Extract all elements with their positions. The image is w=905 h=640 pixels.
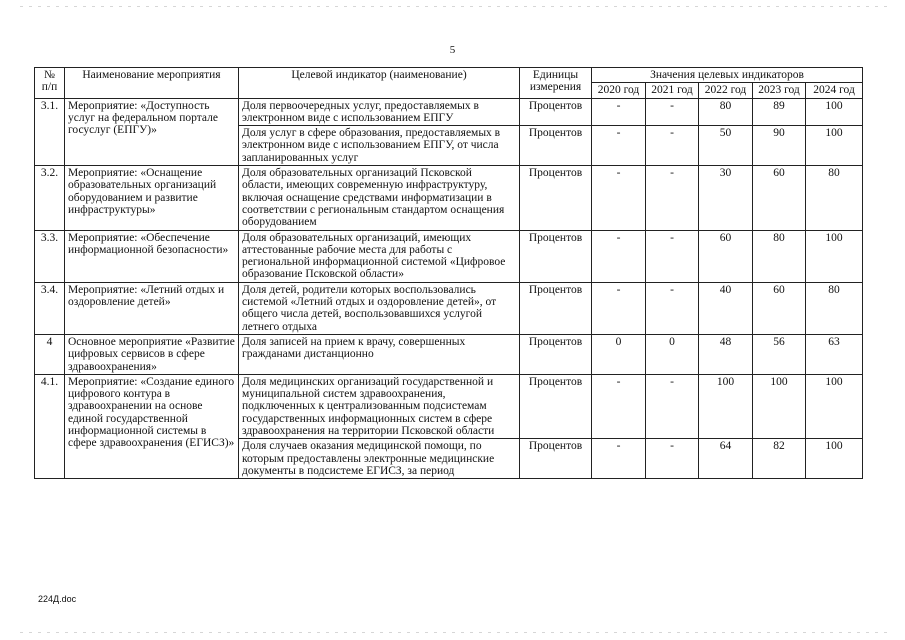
header-year: 2021 год [646,83,699,98]
row-value-2023: 100 [753,374,806,438]
row-name: Мероприятие: «Обеспечение информационной безопасности» [65,230,239,282]
row-value-2020: - [592,374,646,438]
scan-artifact-bottom [20,632,890,633]
row-indicator: Доля образовательных организаций, имеющих аттестованные рабочие места для работы с региональной информационной системой «Цифровое образование Псковской области» [239,230,520,282]
header-num: № п/п [35,68,65,99]
row-name: Мероприятие: «Летний отдых и оздоровление детей» [65,282,239,334]
row-value-2024: 100 [806,126,863,166]
row-indicator: Доля случаев оказания медицинской помощи, по которым предоставлены электронные медицинские документы в подсистеме ЕГИСЗ, за период [239,439,520,479]
header-year: 2020 год [592,83,646,98]
row-unit: Процентов [520,439,592,479]
row-num: 4.1. [35,374,65,478]
row-value-2022: 60 [699,230,753,282]
row-value-2020: - [592,439,646,479]
row-value-2024: 100 [806,374,863,438]
row-num: 3.1. [35,98,65,165]
row-value-2022: 80 [699,98,753,126]
row-value-2022: 64 [699,439,753,479]
row-value-2020: - [592,166,646,230]
row-value-2021: - [646,230,699,282]
header-values: Значения целевых индикаторов [592,68,863,83]
row-value-2020: - [592,230,646,282]
row-name: Мероприятие: «Оснащение образовательных организаций оборудованием и развитие инфраструктуры» [65,166,239,230]
table-row [35,230,863,282]
row-value-2021: - [646,126,699,166]
document-filename: 224Д.doc [38,594,77,604]
row-value-2021: - [646,439,699,479]
row-name: Мероприятие: «Доступность услуг на федеральном портале госуслуг (ЕПГУ)» [65,98,239,165]
table-header [35,68,863,99]
row-indicator: Доля детей, родители которых воспользовались системой «Летний отдых и оздоровление детей», от общего числа детей, воспользовавшихся услугой летнего отдыха [239,282,520,334]
row-indicator: Доля записей на прием к врачу, совершенных гражданами дистанционно [239,334,520,374]
row-value-2024: 80 [806,166,863,230]
row-value-2020: - [592,126,646,166]
header-year: 2024 год [806,83,863,98]
row-value-2024: 80 [806,282,863,334]
table-row [35,282,863,334]
row-value-2022: 48 [699,334,753,374]
row-value-2022: 50 [699,126,753,166]
row-value-2023: 60 [753,166,806,230]
row-value-2022: 40 [699,282,753,334]
row-value-2024: 100 [806,439,863,479]
row-value-2023: 90 [753,126,806,166]
row-unit: Процентов [520,98,592,126]
table-body [35,98,863,479]
row-num: 3.2. [35,166,65,230]
row-value-2021: - [646,282,699,334]
scan-artifact-top [20,6,890,7]
table-row [35,98,863,126]
row-indicator: Доля услуг в сфере образования, предоставляемых в электронном виде с использованием ЕПГУ, от числа запланированных услуг [239,126,520,166]
row-value-2021: - [646,374,699,438]
row-value-2020: 0 [592,334,646,374]
row-value-2024: 100 [806,98,863,126]
row-value-2021: 0 [646,334,699,374]
row-value-2023: 56 [753,334,806,374]
row-value-2024: 100 [806,230,863,282]
row-unit: Процентов [520,374,592,438]
row-num: 4 [35,334,65,374]
row-name: Основное мероприятие «Развитие цифровых сервисов в сфере здравоохранения» [65,334,239,374]
row-value-2023: 80 [753,230,806,282]
row-indicator: Доля первоочередных услуг, предоставляемых в электронном виде с использованием ЕПГУ [239,98,520,126]
indicators-table [34,67,863,479]
header-name: Наименование мероприятия [65,68,239,99]
row-value-2024: 63 [806,334,863,374]
table-row [35,334,863,374]
table-row [35,166,863,230]
table-row [35,374,863,438]
row-value-2021: - [646,166,699,230]
row-unit: Процентов [520,334,592,374]
row-value-2022: 100 [699,374,753,438]
row-value-2020: - [592,98,646,126]
row-unit: Процентов [520,282,592,334]
row-num: 3.3. [35,230,65,282]
page-number: 5 [449,44,456,56]
header-year: 2022 год [699,83,753,98]
row-value-2023: 89 [753,98,806,126]
row-value-2022: 30 [699,166,753,230]
row-value-2023: 82 [753,439,806,479]
row-indicator: Доля образовательных организаций Псковской области, имеющих современную инфраструктуру, включая оснащение средствами информатизации в соответствии с региональным стандартом оснащения оборудованием [239,166,520,230]
row-indicator: Доля медицинских организаций государственной и муниципальной систем здравоохранения, подключенных к централизованным подсистемам государственных информационных систем в сфере здравоохранения на территории Псковской области [239,374,520,438]
header-year: 2023 год [753,83,806,98]
header-unit: Единицы измерения [520,68,592,99]
header-indicator: Целевой индикатор (наименование) [239,68,520,99]
row-value-2021: - [646,98,699,126]
row-value-2020: - [592,282,646,334]
row-value-2023: 60 [753,282,806,334]
row-name: Мероприятие: «Создание единого цифрового контура в здравоохранении на основе единой государственной информационной системы в сфере здравоохранения (ЕГИСЗ)» [65,374,239,478]
row-unit: Процентов [520,166,592,230]
row-unit: Процентов [520,126,592,166]
row-unit: Процентов [520,230,592,282]
row-num: 3.4. [35,282,65,334]
